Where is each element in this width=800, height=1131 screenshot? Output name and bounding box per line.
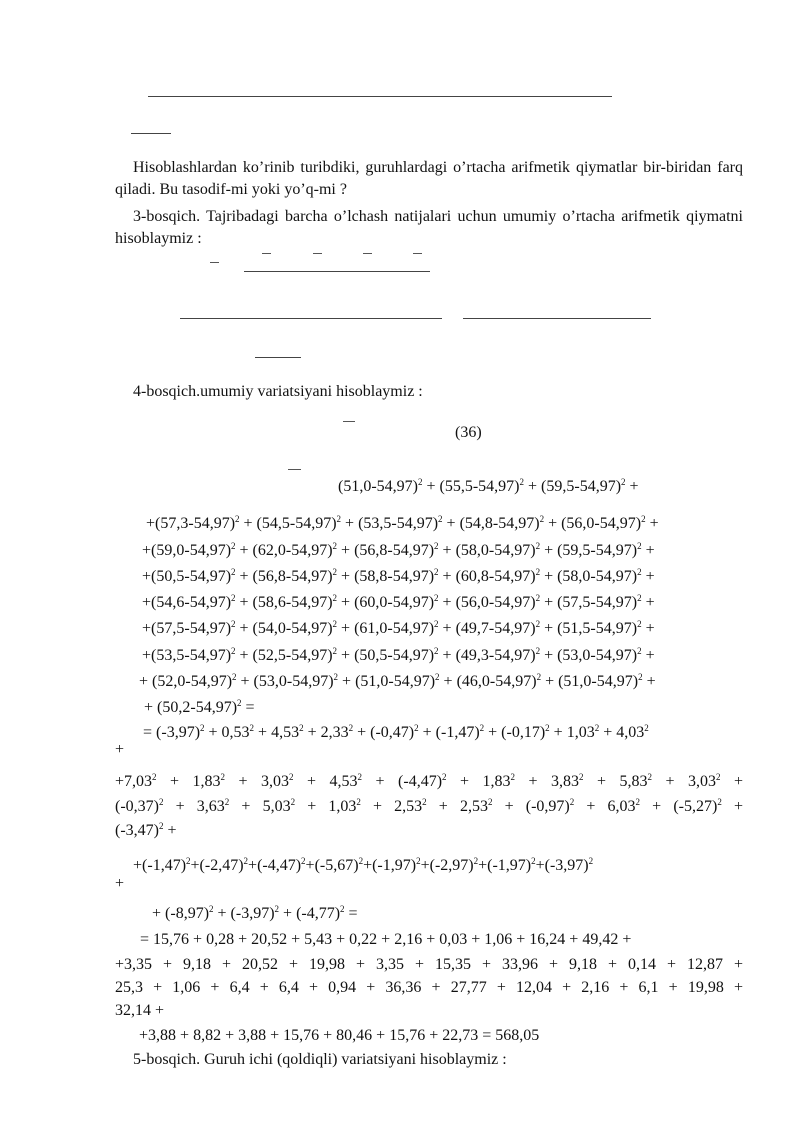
term: (-0,17) [501, 724, 546, 741]
exponent: 2 [231, 619, 236, 629]
term: (53,0-54,97) [557, 647, 638, 664]
term: (-5,67) [314, 857, 359, 874]
exponent: 2 [416, 856, 421, 866]
term: (60,0-54,97) [354, 594, 435, 611]
term: (51,0-54,97) [338, 478, 418, 495]
term: 4,53 [329, 773, 358, 790]
value: 6,4 [278, 979, 299, 996]
formula-rule [463, 318, 651, 319]
value: 6,4 [229, 979, 250, 996]
value: 12,87 [687, 956, 724, 973]
term: (50,5-54,97) [151, 568, 232, 585]
sum-row: $+(57,3-54,97)^2 + (54,5-54,97)^2 + (53,5-54,97)^2 + (54,8-54,97)^2 + (56,0-54,97)^2$ + [146, 514, 659, 532]
term: (-3,47) [115, 822, 159, 839]
term: 2,53 [459, 798, 488, 815]
term: (-1,97) [487, 857, 532, 874]
term: (60,8-54,97) [455, 568, 536, 585]
term: (-1,47) [142, 857, 187, 874]
value: 25,3 [115, 979, 143, 996]
term: (54,0-54,97) [252, 620, 333, 637]
sum-row: $+(50,5-54,97)^2 + (56,8-54,97)^2 + (58,8-54,97)^2 + (60,8-54,97)^2 + (58,0-54,97)^2$ + [142, 567, 655, 585]
bar-mark [363, 253, 372, 254]
exponent: 2 [231, 541, 236, 551]
bar-mark [288, 469, 301, 470]
exponent: 2 [535, 646, 541, 656]
term: (55,5-54,97) [439, 478, 520, 495]
value: 32,14 [115, 1002, 151, 1019]
sum-row: $+(53,5-54,97)^2 + (52,5-54,97)^2 + (50,5-54,97)^2 + (49,3-54,97)^2 + (53,0-54,97)^2$ + [142, 646, 655, 664]
value: 15,76 [153, 931, 190, 948]
term: (-0,37) [115, 798, 159, 815]
value: 0,22 [349, 931, 378, 948]
term: 3,83 [551, 773, 580, 790]
term: 5,83 [619, 773, 648, 790]
value: 22,73 [442, 1027, 479, 1044]
exponent: 2 [535, 567, 541, 577]
value: 15,76 [389, 1027, 426, 1044]
exponent: 2 [333, 672, 339, 682]
exponent: 2 [569, 797, 575, 807]
deviation-row: + $(-8,97)^2 + (-3,97)^2 + (-4,77)^2$ = [152, 904, 358, 922]
exponent: 2 [332, 593, 338, 603]
term: (-3,97) [230, 905, 275, 922]
term: (52,5-54,97) [252, 647, 333, 664]
paragraph-step-5: 5-bosqich. Guruh ichi (qoldiqli) variatsiyani hisoblaymiz : [133, 1051, 507, 1068]
continuation-plus: + [115, 741, 125, 758]
term: (-1,47) [435, 724, 480, 741]
exponent: 2 [356, 797, 361, 807]
value: 5,43 [304, 931, 333, 948]
exponent: 2 [289, 772, 294, 782]
exponent: 2 [579, 772, 584, 782]
exponent: 2 [231, 593, 236, 603]
term: (57,5-54,97) [557, 594, 638, 611]
exponent: 2 [594, 723, 600, 733]
term: (59,0-54,97) [151, 542, 232, 559]
equation-number: (36) [455, 424, 482, 441]
value: 0,14 [628, 956, 657, 973]
squares-row: = 15,76 + 0,28 + 20,52 + 5,43 + 0,22 + 2,16 + 0,03 + 1,06 + 16,24 + 49,42 + [140, 931, 632, 948]
exponent: 2 [535, 541, 541, 551]
exponent: 2 [637, 619, 642, 629]
exponent: 2 [332, 541, 338, 551]
exponent: 2 [435, 672, 440, 682]
total-value: 568,05 [495, 1027, 540, 1044]
exponent: 2 [186, 856, 191, 866]
deviation-row: $+7,03^2 + 1,83^2 + 3,03^2 + 4,53^2 + (-4,47)^2 + 1,83^2 + 3,83^2 + 5,83^2 + 3,03^2$ + [115, 772, 744, 790]
exponent: 2 [209, 904, 214, 914]
term: (61,0-54,97) [354, 620, 435, 637]
deviation-row: $(-3,47)^2$ + [115, 821, 177, 839]
exponent: 2 [536, 672, 542, 682]
value: 49,42 [582, 931, 619, 948]
term: (59,5-54,97) [541, 478, 622, 495]
exponent: 2 [243, 856, 249, 866]
exponent: 2 [717, 797, 722, 807]
term: 3,63 [196, 798, 225, 815]
term: (51,5-54,97) [557, 620, 638, 637]
term: (-4,47) [257, 857, 302, 874]
paragraph-observation: Hisoblashlardan ko’rinib turibdiki, guruhlardagi o’rtacha arifmetik qiymatlar bir-biridan farq qiladi. Bu tasodif-mi yoki yo’q-mi ? [115, 159, 743, 198]
bar-mark [210, 262, 219, 263]
term: (-3,97) [156, 724, 201, 741]
term: (56,0-54,97) [561, 515, 642, 532]
term: (-4,47) [398, 773, 443, 790]
exponent: 2 [638, 672, 643, 682]
term: 6,03 [607, 798, 636, 815]
exponent: 2 [716, 772, 721, 782]
exponent: 2 [332, 646, 338, 656]
exponent: 2 [417, 477, 423, 487]
exponent: 2 [434, 567, 439, 577]
value: 33,96 [502, 956, 539, 973]
exponent: 2 [434, 646, 439, 656]
term: 2,33 [320, 724, 349, 741]
exponent: 2 [588, 856, 594, 866]
exponent: 2 [332, 567, 338, 577]
term: (-4,77) [296, 905, 341, 922]
term: (50,2-54,97) [157, 699, 238, 716]
term: (-8,97) [165, 905, 210, 922]
exponent: 2 [232, 672, 237, 682]
exponent: 2 [220, 772, 226, 782]
term: (-2,47) [199, 857, 244, 874]
exponent: 2 [340, 904, 345, 914]
term: (49,3-54,97) [455, 647, 536, 664]
term: 5,03 [262, 798, 291, 815]
term: 1,83 [192, 773, 221, 790]
value: 0,28 [206, 931, 235, 948]
value: 20,52 [251, 931, 288, 948]
exponent: 2 [519, 477, 524, 487]
exponent: 2 [299, 723, 304, 733]
value: 15,76 [283, 1027, 320, 1044]
term: (56,8-54,97) [252, 568, 333, 585]
term: (53,5-54,97) [151, 647, 232, 664]
formula-rule [255, 357, 301, 358]
deviation-row: = $(-3,97)^2 + 0,53^2 + 4,53^2 + 2,33^2 + (-0,47)^2 + (-1,47)^2 + (-0,17)^2 + 1,03^2 + 4,03^2$ [143, 723, 649, 741]
exponent: 2 [434, 619, 439, 629]
value: 2,16 [581, 979, 610, 996]
exponent: 2 [224, 797, 230, 807]
paragraph-step-4: 4-bosqich.umumiy variatsiyani hisoblaymiz : [133, 383, 423, 400]
term: (53,5-54,97) [358, 515, 439, 532]
formula-rule [244, 271, 430, 272]
exponent: 2 [434, 541, 439, 551]
term: (62,0-54,97) [252, 542, 333, 559]
exponent: 2 [158, 797, 164, 807]
formula-rule [180, 318, 442, 319]
term: (54,8-54,97) [459, 515, 540, 532]
exponent: 2 [637, 593, 642, 603]
exponent: 2 [336, 514, 342, 524]
exponent: 2 [647, 772, 653, 782]
exponent: 2 [641, 514, 646, 524]
exponent: 2 [231, 567, 236, 577]
exponent: 2 [422, 797, 427, 807]
value: 9,18 [569, 956, 598, 973]
exponent: 2 [249, 723, 255, 733]
exponent: 2 [158, 821, 164, 831]
exponent: 2 [237, 698, 242, 708]
term: (54,5-54,97) [256, 515, 337, 532]
exponent: 2 [332, 619, 338, 629]
term: (56,0-54,97) [455, 594, 536, 611]
exponent: 2 [438, 514, 443, 524]
term: (-0,97) [525, 798, 570, 815]
sum-row: + $(50,2-54,97)^2$ = [144, 698, 255, 716]
value: 20,52 [242, 956, 279, 973]
exponent: 2 [274, 904, 280, 914]
term: (51,0-54,97) [355, 673, 436, 690]
value: 0,94 [328, 979, 357, 996]
value: 1,06 [172, 979, 201, 996]
term: (57,3-54,97) [155, 515, 236, 532]
formula-rule [131, 133, 171, 134]
exponent: 2 [290, 797, 296, 807]
term: 4,03 [616, 724, 645, 741]
term: (51,0-54,97) [558, 673, 639, 690]
term: (50,5-54,97) [354, 647, 435, 664]
exponent: 2 [479, 723, 485, 733]
bar-mark [413, 253, 422, 254]
exponent: 2 [442, 772, 447, 782]
exponent: 2 [531, 856, 536, 866]
exponent: 2 [539, 514, 545, 524]
term: (54,6-54,97) [151, 594, 232, 611]
exponent: 2 [414, 723, 419, 733]
bar-mark [313, 253, 322, 254]
term: 4,53 [271, 724, 300, 741]
deviation-row: $+(-1,47)^2+(-2,47)^2+(-4,47)^2+(-5,67)^2+(-1,97)^2+(-2,97)^2+(-1,97)^2+(-3,97)^2$ [133, 856, 594, 874]
term: (-0,47) [370, 724, 415, 741]
term: (-1,97) [372, 857, 417, 874]
value: 80,46 [336, 1027, 373, 1044]
value: 12,04 [515, 979, 552, 996]
exponent: 2 [231, 646, 236, 656]
exponent: 2 [473, 856, 479, 866]
term: 1,03 [566, 724, 595, 741]
value: 36,36 [385, 979, 422, 996]
continuation-plus: + [115, 875, 125, 892]
term: (58,0-54,97) [455, 542, 536, 559]
value: 19,98 [687, 979, 724, 996]
term: (-3,97) [544, 857, 589, 874]
term: (59,5-54,97) [557, 542, 638, 559]
exponent: 2 [358, 856, 364, 866]
term: (-2,97) [429, 857, 474, 874]
exponent: 2 [510, 772, 516, 782]
value: 2,16 [394, 931, 423, 948]
exponent: 2 [637, 646, 642, 656]
term: (-5,27) [673, 798, 718, 815]
squares-total-row: +3,88 + 8,82 + 3,88 + 15,76 + 80,46 + 15,76 + 22,73 = 568,05 [139, 1027, 540, 1044]
exponent: 2 [637, 567, 642, 577]
term: (52,0-54,97) [152, 673, 233, 690]
squares-row: 25,3 + 1,06 + 6,4 + 6,4 + 0,94 + 36,36 + 27,77 + 12,04 + 2,16 + 6,1 + 19,98 + [115, 979, 743, 996]
term: (56,8-54,97) [354, 542, 435, 559]
value: 27,77 [450, 979, 487, 996]
squares-row: +3,35 + 9,18 + 20,52 + 19,98 + 3,35 + 15,35 + 33,96 + 9,18 + 0,14 + 12,87 + [115, 956, 744, 973]
value: 1,06 [484, 931, 513, 948]
value: 15,35 [435, 956, 472, 973]
exponent: 2 [357, 772, 363, 782]
term: 0,53 [221, 724, 250, 741]
sum-row: $+(54,6-54,97)^2 + (58,6-54,97)^2 + (60,0-54,97)^2 + (56,0-54,97)^2 + (57,5-54,97)^2$ + [142, 593, 655, 611]
value: 0,03 [439, 931, 468, 948]
exponent: 2 [621, 477, 626, 487]
exponent: 2 [535, 593, 541, 603]
term: 2,53 [394, 798, 423, 815]
term: 1,03 [328, 798, 357, 815]
exponent: 2 [434, 593, 439, 603]
term: (49,7-54,97) [455, 620, 536, 637]
term: (57,5-54,97) [151, 620, 232, 637]
exponent: 2 [644, 723, 649, 733]
term: 3,03 [688, 773, 717, 790]
value: 8,82 [193, 1027, 222, 1044]
exponent: 2 [637, 541, 642, 551]
term: 1,83 [482, 773, 511, 790]
term: (58,8-54,97) [354, 568, 435, 585]
value: 3,88 [238, 1027, 267, 1044]
sum-row: $+(57,5-54,97)^2 + (54,0-54,97)^2 + (61,0-54,97)^2 + (49,7-54,97)^2 + (51,5-54,97)^2$ + [142, 619, 655, 637]
term: (46,0-54,97) [456, 673, 537, 690]
deviation-row: $(-0,37)^2 + 3,63^2 + 5,03^2 + 1,03^2 + 2,53^2 + 2,53^2 + (-0,97)^2 + 6,03^2 + (-5,27)^2$ + [115, 797, 743, 815]
value: 16,24 [529, 931, 566, 948]
exponent: 2 [235, 514, 240, 524]
value: 6,1 [638, 979, 659, 996]
exponent: 2 [545, 723, 550, 733]
value: 3,35 [124, 956, 153, 973]
value: 9,18 [183, 956, 212, 973]
paragraph-step-3: 3-bosqich. Tajribadagi barcha o’lchash natijalari uchun umumiy o’rtacha arifmetik qiymatni hisoblaymiz : [115, 208, 743, 247]
exponent: 2 [487, 797, 493, 807]
term: (53,0-54,97) [253, 673, 334, 690]
term: 3,03 [261, 773, 290, 790]
term: (58,0-54,97) [557, 568, 638, 585]
bar-mark [262, 253, 271, 254]
value: 19,98 [309, 956, 346, 973]
exponent: 2 [635, 797, 641, 807]
exponent: 2 [152, 772, 157, 782]
formula-rule [148, 96, 612, 97]
exponent: 2 [200, 723, 205, 733]
sum-row: + $(52,0-54,97)^2 + (53,0-54,97)^2 + (51,0-54,97)^2 + (46,0-54,97)^2 + (51,0-54,97)^2$ + [139, 672, 656, 690]
value: 3,88 [148, 1027, 177, 1044]
sum-row: $+(59,0-54,97)^2 + (62,0-54,97)^2 + (56,8-54,97)^2 + (58,0-54,97)^2 + (59,5-54,97)^2$ + [142, 541, 655, 559]
exponent: 2 [301, 856, 306, 866]
term: (58,6-54,97) [252, 594, 333, 611]
exponent: 2 [535, 619, 541, 629]
bar-mark [343, 421, 355, 422]
sum-row: $(51,0-54,97)^2 + (55,5-54,97)^2 + (59,5-54,97)^2$ + [338, 477, 639, 495]
squares-row: 32,14 + [115, 1002, 165, 1019]
term: 7,03 [124, 773, 153, 790]
value: 3,35 [376, 956, 405, 973]
exponent: 2 [348, 723, 354, 733]
